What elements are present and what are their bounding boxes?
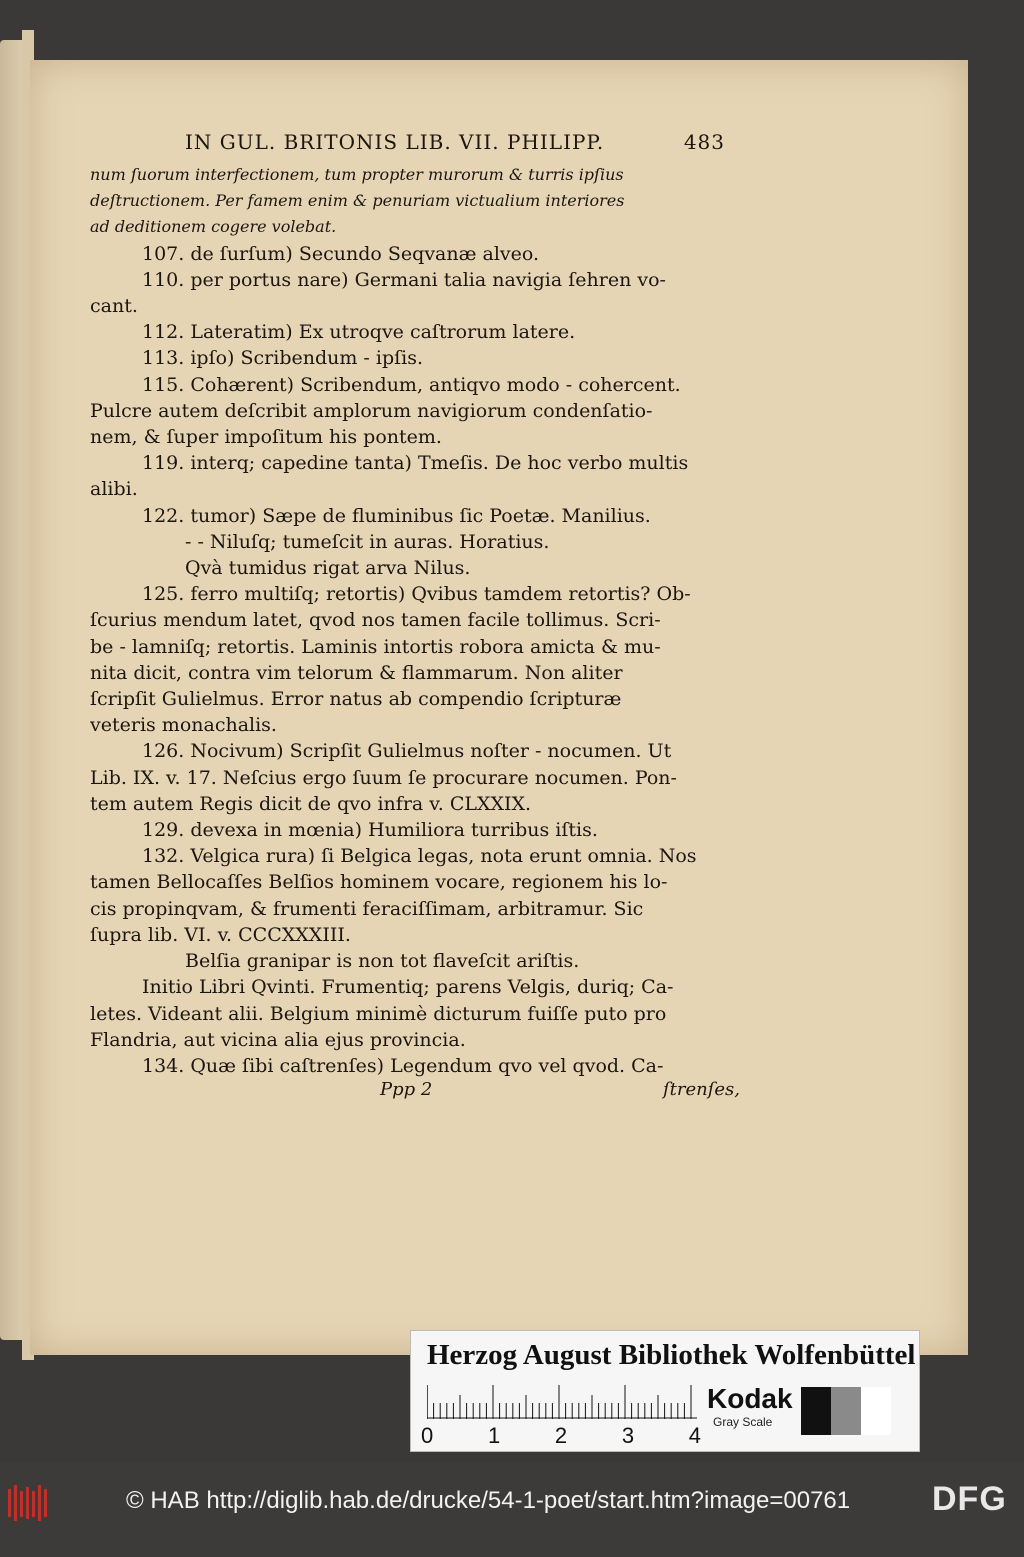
text-line: 112. Lateratim) Ex utroqve caſtrorum latere. bbox=[142, 321, 576, 344]
text-line: 129. devexa in mœnia) Humiliora turribus iſtis. bbox=[142, 819, 598, 842]
hab-barcode-icon bbox=[8, 1485, 50, 1521]
gray-patch-mid bbox=[831, 1387, 861, 1435]
text-line: 134. Quæ ſibi caſtrenſes) Legendum qvo vel qvod. Ca- bbox=[142, 1054, 664, 1077]
text-line: Initio Libri Qvinti. Frumentiq; parens Velgis, duriq; Ca- bbox=[142, 976, 674, 999]
ruler-scale-numbers bbox=[421, 1423, 701, 1449]
library-color-card bbox=[410, 1330, 920, 1452]
page-footer bbox=[90, 1079, 740, 1100]
ruler-number: 0 bbox=[421, 1423, 434, 1448]
gray-scale-label: Gray Scale bbox=[713, 1415, 773, 1429]
ruler-number: 2 bbox=[554, 1423, 568, 1448]
text-line: Pulcre autem deſcribit amplorum navigiorum condenſatio- bbox=[90, 399, 653, 422]
text-line: nita dicit, contra vim telorum & flammarum. Non aliter bbox=[90, 661, 623, 684]
text-line: - - Niluſq; tumeſcit in auras. Horatius. bbox=[185, 530, 550, 553]
text-line: 113. ipſo) Scribendum - ipſis. bbox=[142, 347, 424, 370]
text-line: Flandria, aut vicina alia ejus provincia. bbox=[90, 1028, 466, 1051]
ruler-number: 3 bbox=[621, 1423, 635, 1448]
signature-mark: Ppp 2 bbox=[380, 1079, 433, 1101]
gray-patch-white bbox=[861, 1387, 891, 1435]
text-line: cis propinqvam, & frumenti feraciſſimam, arbitramur. Sic bbox=[90, 897, 644, 920]
text-line: ſcripſit Gulielmus. Error natus ab compendio ſcripturæ bbox=[90, 688, 622, 711]
running-header bbox=[185, 130, 725, 154]
measurement-ruler bbox=[427, 1385, 697, 1419]
text-line: be - lamniſq; retortis. Laminis intortis robora amicta & mu- bbox=[90, 635, 661, 658]
gray-patch-black bbox=[801, 1387, 831, 1435]
text-line: 126. Nocivum) Scripſit Gulielmus noſter - nocumen. Ut bbox=[142, 740, 672, 763]
text-line: num ſuorum interfectionem, tum propter murorum & turris ipſius bbox=[90, 165, 624, 184]
text-line: letes. Videant alii. Belgium minimè dicturum fuiſſe puto pro bbox=[90, 1002, 667, 1025]
text-line: 122. tumor) Sæpe de fluminibus ſic Poetæ. Manilius. bbox=[142, 504, 651, 527]
text-line: alibi. bbox=[90, 478, 138, 501]
running-title: IN GUL. BRITONIS LIB. VII. PHILIPP. bbox=[185, 130, 605, 154]
catchword: ſtrenſes, bbox=[662, 1079, 740, 1101]
copyright-url[interactable]: © HAB http://diglib.hab.de/drucke/54-1-poet/start.htm?image=00761 bbox=[126, 1487, 851, 1514]
text-line: Lib. IX. v. 17. Neſcius ergo ſuum ſe procurare nocumen. Pon- bbox=[90, 766, 677, 789]
text-line: 110. per portus nare) Germani talia navigia ſehren vo- bbox=[142, 268, 666, 291]
commentary-text bbox=[90, 162, 740, 1079]
page-number: 483 bbox=[683, 130, 725, 154]
page-content bbox=[90, 130, 740, 1100]
ruler-number: 1 bbox=[487, 1423, 501, 1448]
text-line: cant. bbox=[90, 295, 138, 318]
text-line: ſcurius mendum latet, qvod nos tamen facile tollimus. Scri- bbox=[90, 609, 661, 632]
text-line: 125. ferro multiſq; retortis) Qvibus tamdem retortis? Ob- bbox=[142, 583, 691, 606]
text-line: veteris monachalis. bbox=[90, 714, 277, 737]
kodak-brand: Kodak bbox=[707, 1383, 793, 1414]
text-line: deſtructionem. Per famem enim & penuriam victualium interiores bbox=[90, 191, 625, 211]
text-line: tamen Bellocaſſes Belſios hominem vocare, regionem his lo- bbox=[90, 871, 668, 894]
text-line: 132. Velgica rura) ſi Belgica legas, nota erunt omnia. Nos bbox=[142, 845, 697, 868]
text-line: ſupra lib. VI. v. CCCXXXIII. bbox=[90, 923, 351, 946]
text-line: nem, & ſuper impoſitum his pontem. bbox=[90, 426, 442, 449]
ruler-number: 4 bbox=[688, 1423, 701, 1448]
text-line: ad deditionem cogere volebat. bbox=[90, 217, 337, 237]
gray-scale-patches bbox=[801, 1387, 891, 1435]
text-line: Belſia granipar is non tot flaveſcit ariſtis. bbox=[185, 950, 580, 973]
text-line: Qvà tumidus rigat arva Nilus. bbox=[185, 557, 471, 580]
library-name: Herzog August Bibliothek Wolfenbüttel bbox=[427, 1339, 916, 1371]
text-line: 115. Cohærent) Scribendum, antiqvo modo - cohercent. bbox=[142, 373, 681, 396]
text-line: 107. de ſurſum) Secundo Seqvanæ alveo. bbox=[142, 242, 540, 265]
book-page bbox=[30, 60, 968, 1355]
text-line: tem autem Regis dicit de qvo infra v. CLXXIX. bbox=[90, 792, 532, 815]
dfg-logo: DFG bbox=[932, 1480, 1007, 1518]
text-line: 119. interq; capedine tanta) Tmeſis. De hoc verbo multis bbox=[142, 452, 689, 475]
